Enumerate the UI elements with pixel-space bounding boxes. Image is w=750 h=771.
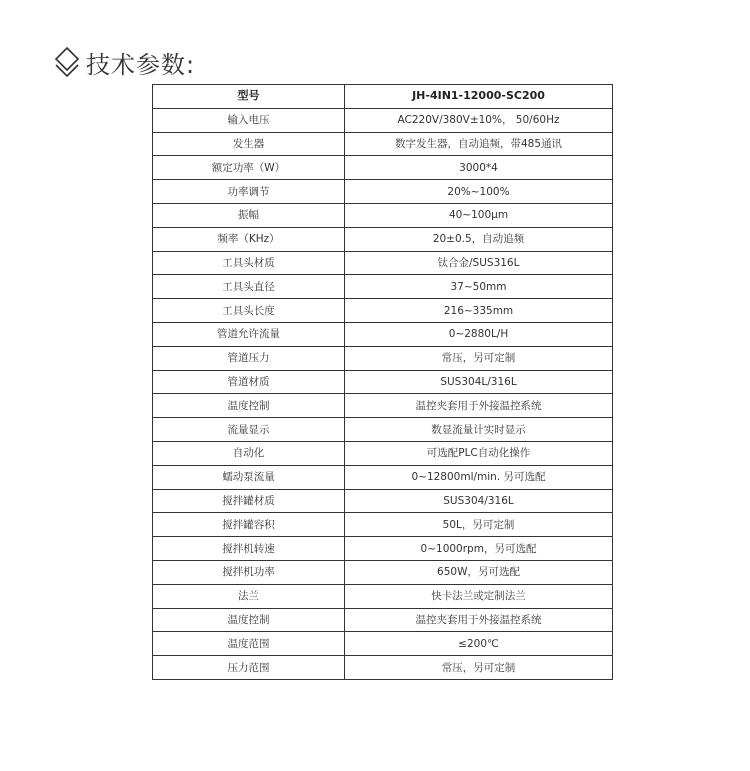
param-name: 发生器 <box>153 132 345 156</box>
param-value: AC220V/380V±10%， 50/60Hz <box>345 108 613 132</box>
param-value: 常压，另可定制 <box>345 346 613 370</box>
section-heading <box>54 44 195 80</box>
table-row <box>153 346 613 370</box>
table-row <box>153 394 613 418</box>
param-name: 搅拌罐容积 <box>153 513 345 537</box>
table-row <box>153 227 613 251</box>
param-name: 温度范围 <box>153 632 345 656</box>
table-row <box>153 370 613 394</box>
param-name: 搅拌罐材质 <box>153 489 345 513</box>
table-row <box>153 489 613 513</box>
param-name: 压力范围 <box>153 656 345 680</box>
table-row <box>153 608 613 632</box>
param-name: 法兰 <box>153 584 345 608</box>
param-value: 37~50mm <box>345 275 613 299</box>
param-value: 50L，另可定制 <box>345 513 613 537</box>
spec-table <box>152 84 613 680</box>
param-name: 管道材质 <box>153 370 345 394</box>
param-name: 工具头长度 <box>153 299 345 323</box>
param-value: 3000*4 <box>345 156 613 180</box>
param-value: SUS304/316L <box>345 489 613 513</box>
spec-table-body <box>153 108 613 679</box>
table-row <box>153 203 613 227</box>
table-row <box>153 632 613 656</box>
param-value: 216~335mm <box>345 299 613 323</box>
param-value: 40~100μm <box>345 203 613 227</box>
param-value: 0~12800ml/min. 另可选配 <box>345 465 613 489</box>
table-row <box>153 275 613 299</box>
diamond-layers-icon <box>54 46 80 78</box>
param-name: 频率（KHz） <box>153 227 345 251</box>
param-name: 输入电压 <box>153 108 345 132</box>
param-value: 650W，另可选配 <box>345 560 613 584</box>
param-value: 温控夹套用于外接温控系统 <box>345 394 613 418</box>
param-name: 功率调节 <box>153 180 345 204</box>
table-row <box>153 441 613 465</box>
param-value: 数显流量计实时显示 <box>345 418 613 442</box>
table-row <box>153 156 613 180</box>
param-value: 20%~100% <box>345 180 613 204</box>
header-label: 型号 <box>153 85 345 109</box>
table-row <box>153 465 613 489</box>
param-name: 振幅 <box>153 203 345 227</box>
header-model: JH-4IN1-12000-SC200 <box>345 85 613 109</box>
param-value: 快卡法兰或定制法兰 <box>345 584 613 608</box>
param-value: 0~2880L/H <box>345 322 613 346</box>
param-value: 数字发生器，自动追频，带485通讯 <box>345 132 613 156</box>
param-name: 温度控制 <box>153 608 345 632</box>
param-name: 蠕动泵流量 <box>153 465 345 489</box>
table-row <box>153 656 613 680</box>
param-name: 搅拌机功率 <box>153 560 345 584</box>
table-row <box>153 560 613 584</box>
section-title: 技术参数: <box>86 50 196 79</box>
param-name: 流量显示 <box>153 418 345 442</box>
table-row <box>153 584 613 608</box>
param-name: 额定功率（W） <box>153 156 345 180</box>
table-row <box>153 299 613 323</box>
param-value: 钛合金/SUS316L <box>345 251 613 275</box>
table-row <box>153 251 613 275</box>
table-row <box>153 108 613 132</box>
param-name: 温度控制 <box>153 394 345 418</box>
table-row <box>153 537 613 561</box>
table-row <box>153 418 613 442</box>
param-value: 温控夹套用于外接温控系统 <box>345 608 613 632</box>
param-value: 20±0.5，自动追频 <box>345 227 613 251</box>
table-row <box>153 180 613 204</box>
param-value: 常压，另可定制 <box>345 656 613 680</box>
table-row <box>153 132 613 156</box>
param-value: ≤200℃ <box>345 632 613 656</box>
table-row <box>153 322 613 346</box>
table-header-row <box>153 85 613 109</box>
table-row <box>153 513 613 537</box>
param-name: 自动化 <box>153 441 345 465</box>
param-value: 可选配PLC自动化操作 <box>345 441 613 465</box>
param-value: SUS304L/316L <box>345 370 613 394</box>
param-name: 工具头材质 <box>153 251 345 275</box>
param-name: 搅拌机转速 <box>153 537 345 561</box>
param-name: 管道压力 <box>153 346 345 370</box>
param-value: 0~1000rpm，另可选配 <box>345 537 613 561</box>
param-name: 管道允许流量 <box>153 322 345 346</box>
param-name: 工具头直径 <box>153 275 345 299</box>
